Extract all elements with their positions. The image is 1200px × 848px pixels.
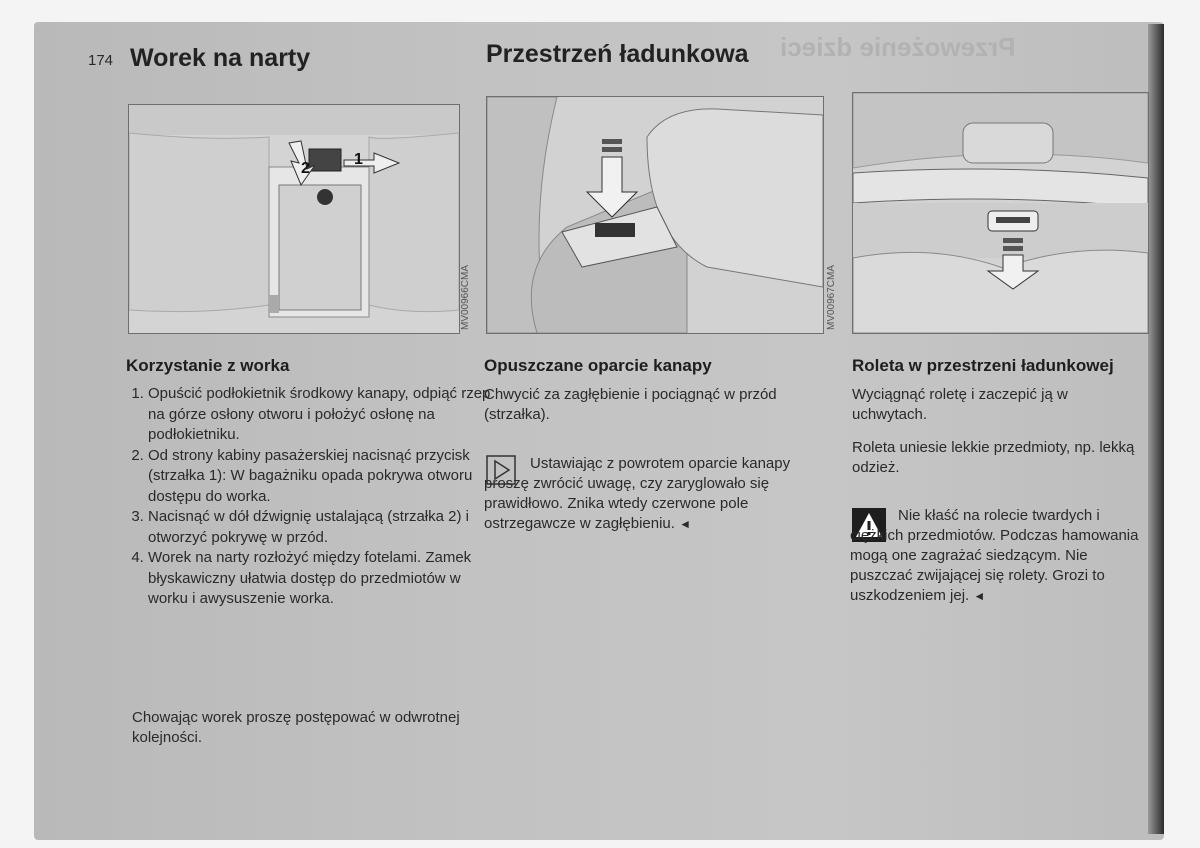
ski-bag-illustration: [129, 105, 459, 333]
step-item: 2. Od strony kabiny pasażerskiej nacisnąć przycisk (strzałka 1): W bagażniku opada pokrywa otworu dostępu do worka.: [148, 446, 493, 508]
step-item: 3. Nacisnąć w dół dźwignię ustalającą (strzałka 2) i otworzyć pokrywę w przód.: [148, 507, 493, 548]
end-mark: ◄: [973, 589, 986, 603]
step-item: 4. Worek na narty rozłożyć między fotelami. Zamek błyskawiczny ułatwia dostęp do przedmiotów w worku i awysuszenie worka.: [148, 548, 493, 610]
cargo-cover-body-2: Roleta uniesie lekkie przedmioty, np. lekką odzież.: [852, 439, 1135, 476]
backrest-body: Chwycić za zagłębienie i pociągnąć w przód (strzałka).: [484, 386, 777, 423]
figure-code-1: MV00966CMA: [460, 264, 471, 330]
cargo-cover-illustration: [853, 93, 1148, 333]
section-title-cargo-cover: Roleta w przestrzeni ładunkowej: [852, 356, 1114, 375]
figure-code-2: MV00967CMA: [826, 264, 837, 330]
figure-ski-bag: [128, 104, 460, 334]
step-item: 1. Opuścić podłokietnik środkowy kanapy, odpiąć rzep na górze osłony otworu i położyć osłonę na podłokietniku.: [148, 384, 493, 446]
page-number: 174: [88, 52, 114, 69]
cargo-cover-warning: [850, 506, 1142, 606]
backrest-note: [484, 454, 804, 534]
middle-title: Przestrzeń ładunkowa: [486, 40, 749, 68]
left-title: Worek na narty: [130, 44, 311, 72]
backrest-illustration: [487, 97, 823, 333]
arrow-2-label: 2: [301, 160, 310, 177]
cargo-cover-body-1: Wyciągnąć roletę i zaczepić ją w uchwytach.: [852, 386, 1068, 423]
ghost-text-bleed: Przewożenie dzieci: [780, 32, 1016, 62]
figure-backrest: [486, 96, 824, 334]
page-edge: [1148, 24, 1164, 834]
section-title-ski-bag: Korzystanie z worka: [126, 356, 290, 375]
figure-cargo-cover: [852, 92, 1149, 334]
cargo-cover-warning-text: Nie kłaść na rolecie twardych i ciężkich przedmiotów. Podczas hamowania mogą one zagrażać siedzącym. Nie puszczać zwijającej się rolety. Grozi to uszkodzeniem jej.: [850, 507, 1139, 604]
end-mark: ◄: [679, 517, 691, 531]
arrow-1-label: 1: [354, 151, 363, 168]
ski-bag-steps: [126, 384, 493, 610]
backrest-note-text: Ustawiając z powrotem oparcie kanapy proszę zwrócić uwagę, czy zaryglowało się prawidłowo. Znika wtedy czerwone pole ostrzegawcze w zagłębieniu.: [484, 455, 791, 532]
closing-text: Chowając worek proszę postępować w odwrotnej kolejności.: [132, 709, 460, 746]
section-title-backrest: Opuszczane oparcie kanapy: [484, 356, 712, 375]
